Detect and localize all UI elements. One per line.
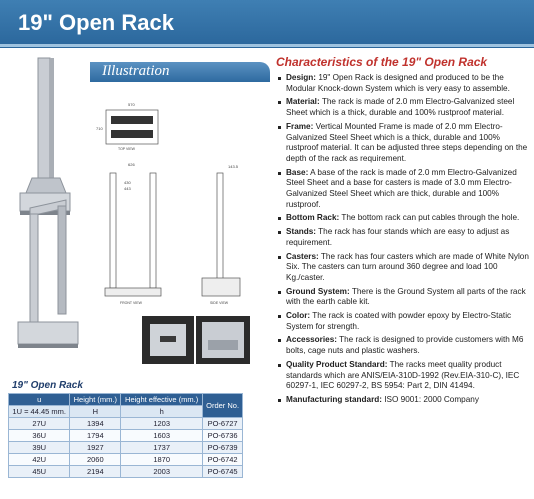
svg-text:710: 710	[96, 126, 103, 131]
characteristic-label: Design:	[286, 73, 317, 82]
cell-u: 42U	[9, 454, 70, 466]
characteristic-label: Base:	[286, 167, 309, 177]
characteristic-item	[276, 168, 530, 211]
col-header-order-no: Order No.	[203, 394, 243, 418]
characteristic-label: Quality Product Standard:	[286, 359, 388, 369]
characteristic-item	[276, 227, 530, 248]
cell-order-no: PO-6745	[203, 466, 243, 478]
cell-height-effective: 2003	[121, 466, 203, 478]
characteristic-text: A base of the rack is made of 2.0 mm Electro-Galvanized Steel Sheet and a base for casters is made of 3.0 mm Electro-Galvanized Steel Sheet which are thick, durable and 100% rustproof.	[286, 167, 517, 209]
characteristic-label: Ground System:	[286, 286, 350, 296]
characteristics-title: Characteristics of the 19" Open Rack	[276, 55, 488, 69]
characteristic-text: 19" Open Rack is designed and produced to be the Modular Knock-down System which is very easy to assemble.	[286, 73, 510, 93]
cell-height-effective: 1203	[121, 418, 203, 430]
svg-text:443: 443	[124, 186, 131, 191]
table-row	[9, 418, 243, 430]
header-rule	[0, 44, 534, 47]
characteristic-item	[276, 395, 530, 406]
cell-height-effective: 1737	[121, 442, 203, 454]
characteristic-text: Vertical Mounted Frame is made of 2.0 mm Electro-Galvanized Steel Sheet which is a thick, durable and 100% rustproof material. It can be adjusted three steps depending on the depth of the rack as requirement.	[286, 121, 528, 163]
characteristics-list	[276, 73, 530, 406]
rack-drawings	[10, 48, 272, 378]
table-row	[9, 454, 243, 466]
characteristic-label: Casters:	[286, 251, 319, 261]
rack-photo-open-frame	[18, 200, 78, 348]
characteristic-text: The rack is designed to provide customers with M6 bolts, cage nuts and plastic washers.	[286, 335, 524, 356]
characteristic-item	[276, 335, 530, 356]
subheader-small-h: h	[121, 406, 203, 418]
svg-text:FRONT VIEW: FRONT VIEW	[120, 301, 142, 305]
characteristic-label: Stands:	[286, 227, 317, 237]
table-title: 19" Open Rack	[12, 380, 83, 391]
table-row	[9, 442, 243, 454]
characteristic-item	[276, 73, 530, 94]
page-title: 19" Open Rack	[18, 10, 174, 35]
top-view-drawing	[96, 102, 158, 151]
subheader-unit: 1U = 44.45 mm.	[9, 406, 70, 418]
svg-text:430: 430	[124, 180, 131, 185]
characteristic-label: Frame:	[286, 121, 314, 131]
cell-u: 45U	[9, 466, 70, 478]
characteristic-label: Accessories:	[286, 335, 337, 345]
cell-height-effective: 1603	[121, 430, 203, 442]
characteristic-text: The rack has four stands which are easy to adjust as requirement.	[286, 227, 510, 247]
svg-text:TOP VIEW: TOP VIEW	[118, 147, 135, 151]
characteristic-item	[276, 252, 530, 284]
characteristic-text: The rack is coated with powder epoxy by Electro-Static System for strength.	[286, 311, 512, 331]
characteristic-text: The racks meet quality product standards which are ANIS/EIA-310D-1992 (Rev.EIA-310-C), IEC 60297-1, IEC 60297-2, BS 5954: Part 2, DIN 41494.	[286, 359, 520, 391]
characteristic-label: Manufacturing standard:	[286, 394, 382, 404]
cell-order-no: PO-6739	[203, 442, 243, 454]
characteristics-section	[276, 55, 530, 409]
characteristic-label: Color:	[286, 311, 311, 321]
table-row	[9, 430, 243, 442]
characteristic-item	[276, 311, 530, 332]
cell-height-effective: 1870	[121, 454, 203, 466]
cell-u: 39U	[9, 442, 70, 454]
characteristic-item	[276, 287, 530, 308]
characteristic-item	[276, 213, 530, 224]
cell-order-no: PO-6736	[203, 430, 243, 442]
cell-order-no: PO-6727	[203, 418, 243, 430]
table-row	[9, 466, 243, 478]
side-view-drawing	[202, 164, 240, 305]
characteristic-text: ISO 9001: 2000 Company	[384, 394, 479, 404]
rack-photo-single-post	[20, 58, 70, 215]
col-header-height-effective: Height effective (mm.)	[121, 394, 203, 406]
cell-u: 27U	[9, 418, 70, 430]
col-header-height: Height (mm.)	[70, 394, 121, 406]
characteristic-label: Material:	[286, 97, 320, 107]
spec-table	[8, 393, 243, 478]
subheader-h: H	[70, 406, 121, 418]
cell-height: 2194	[70, 466, 121, 478]
characteristic-item	[276, 360, 530, 392]
characteristic-text: The bottom rack can put cables through the hole.	[341, 213, 520, 223]
characteristic-item	[276, 122, 530, 165]
bottom-rack-photo-right	[196, 316, 250, 364]
svg-text:626: 626	[128, 162, 135, 167]
cell-u: 36U	[9, 430, 70, 442]
cell-height: 1927	[70, 442, 121, 454]
bottom-rack-photo-left	[142, 316, 194, 364]
col-header-u: u	[9, 394, 70, 406]
characteristic-item	[276, 97, 530, 118]
svg-text:SIDE VIEW: SIDE VIEW	[210, 301, 229, 305]
svg-text:570: 570	[128, 102, 135, 107]
characteristic-text: There is the Ground System all parts of the rack with the earth cable kit.	[286, 286, 526, 307]
cell-height: 2060	[70, 454, 121, 466]
characteristic-text: The rack is made of 2.0 mm Electro-Galvanized steel Sheet which is a thick, durable and 100% rustproof material.	[286, 97, 515, 118]
svg-text:143.5: 143.5	[228, 164, 239, 169]
cell-order-no: PO-6742	[203, 454, 243, 466]
characteristic-label: Bottom Rack:	[286, 213, 340, 223]
cell-height: 1394	[70, 418, 121, 430]
illustration-label: Illustration	[102, 63, 170, 79]
front-view-drawing	[105, 162, 161, 305]
characteristic-text: The rack has four casters which are made of White Nylon Six. The casters can turn around 360 degree and load 100 Kg./caster.	[286, 251, 529, 282]
page-header	[0, 0, 534, 48]
cell-height: 1794	[70, 430, 121, 442]
